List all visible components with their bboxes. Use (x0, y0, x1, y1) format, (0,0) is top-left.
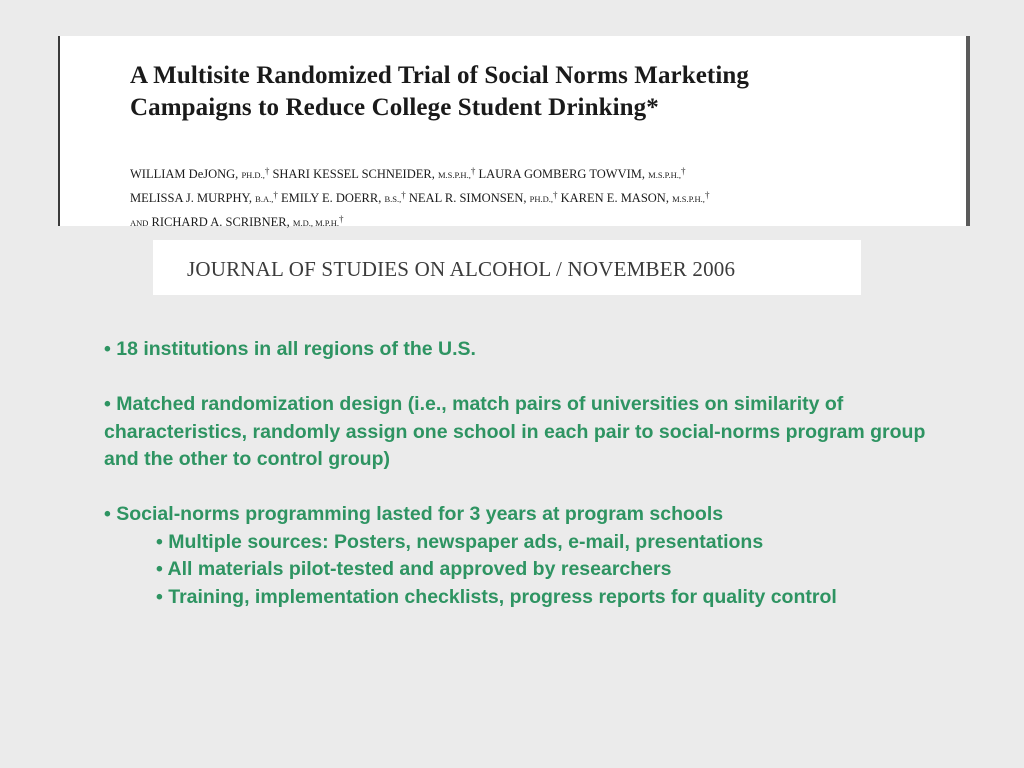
article-title-line-2: Campaigns to Reduce College Student Drinking* (130, 94, 659, 121)
author-name: SHARI KESSEL SCHNEIDER, (272, 167, 435, 181)
author-name: WILLIAM DeJONG, (130, 167, 239, 181)
sub-bullet-materials: • All materials pilot-tested and approved by researchers (156, 558, 672, 580)
author-degree: M.S.P.H., (648, 170, 681, 180)
dagger-mark: † (273, 190, 278, 200)
sub-bullet-quality-control: • Training, implementation checklists, progress reports for quality control (156, 585, 837, 608)
dagger-mark: † (680, 166, 686, 176)
author-list (130, 161, 709, 233)
bullet-list (104, 336, 964, 611)
article-title (130, 60, 749, 124)
sub-bullet-list (104, 529, 964, 612)
dagger-mark: † (470, 166, 476, 176)
author-line-2 (130, 185, 709, 209)
dagger-mark: † (264, 166, 270, 176)
author-name: RICHARD A. SCRIBNER, (151, 215, 290, 229)
author-name: EMILY E. DOERR, (280, 191, 382, 205)
dagger-mark: † (338, 214, 344, 224)
bullet-programming-duration: • Social-norms programming lasted for 3 years at program schools (104, 503, 724, 525)
author-degree: PH.D., (529, 194, 553, 204)
author-degree: PH.D., (241, 170, 265, 180)
sub-bullet-sources: • Multiple sources: Posters, newspaper ads, e-mail, presentations (156, 530, 764, 553)
bullet-spacer (104, 364, 964, 392)
article-title-line-1: A Multisite Randomized Trial of Social Norms Marketing (130, 62, 750, 89)
author-name: LAURA GOMBERG TOWVIM, (478, 167, 646, 181)
author-name: MELISSA J. MURPHY, (130, 191, 253, 205)
bullet-spacer (104, 474, 964, 502)
bullet-institutions: • 18 institutions in all regions of the U.S. (104, 338, 476, 360)
journal-citation-text: JOURNAL OF STUDIES ON ALCOHOL / NOVEMBER 2006 (187, 257, 736, 281)
author-degree: M.S.P.H., (672, 194, 705, 204)
dagger-mark: † (704, 190, 710, 200)
author-name: NEAL R. SIMONSEN, (408, 191, 527, 205)
author-name: KAREN E. MASON, (560, 191, 669, 205)
article-header-image (58, 36, 970, 229)
author-degree: M.S.P.H., (437, 170, 471, 180)
author-line-3 (130, 209, 709, 233)
journal-citation-banner (153, 240, 861, 295)
dagger-mark: † (401, 190, 406, 200)
author-degree: B.S., (384, 194, 402, 204)
author-line-1 (130, 161, 709, 185)
author-degree: B.A., (255, 194, 274, 204)
and-word: AND (130, 218, 149, 228)
dagger-mark: † (553, 190, 558, 200)
bullet-randomization-design: • Matched randomization design (i.e., match pairs of universities on similarity of characteristics, randomly assign one school in each pair to social-norms program group and the other to control group) (104, 393, 926, 470)
author-degree: M.D., M.P.H. (292, 218, 339, 228)
